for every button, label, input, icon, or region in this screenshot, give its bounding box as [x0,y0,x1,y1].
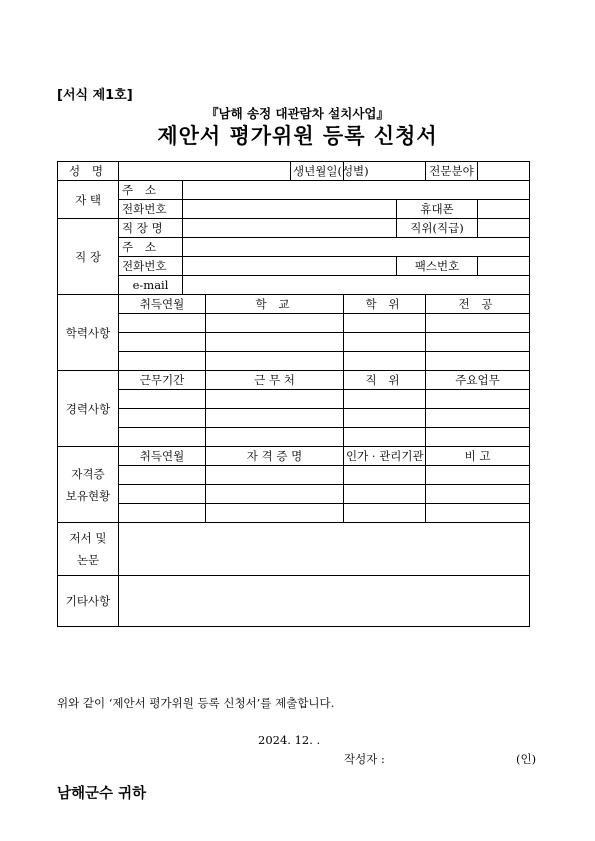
education-cell[interactable] [119,352,206,371]
project-subtitle: 『남해 송정 대관람차 설치사업』 [206,106,389,121]
position-field[interactable] [478,219,530,238]
email-label: e-mail [119,276,183,295]
document-title: 제안서 평가위원 등록 신청서 [157,123,438,148]
career-header-position: 직 위 [344,371,426,390]
submission-date: 2024. 12. . [258,733,321,747]
education-cell[interactable] [344,333,426,352]
license-cell[interactable] [426,504,530,523]
field-label: 전문분야 [426,162,478,181]
other-field[interactable] [119,576,530,627]
license-cell[interactable] [119,466,206,485]
license-cell[interactable] [206,466,344,485]
mobile-label: 휴대폰 [397,200,478,219]
education-section-label: 학력사항 [58,295,119,371]
license-row [58,466,530,485]
education-header-major: 전 공 [426,295,530,314]
license-section-label-line1: 자격증 [71,466,105,481]
email-field[interactable] [183,276,530,295]
name-label: 성 명 [58,162,119,181]
education-header-date: 취득연월 [119,295,206,314]
education-row [58,352,530,371]
education-cell[interactable] [206,352,344,371]
career-cell[interactable] [119,390,206,409]
license-cell[interactable] [119,485,206,504]
work-address-label: 주 소 [119,238,183,257]
education-row [58,314,530,333]
license-cell[interactable] [344,466,426,485]
career-header-period: 근무기간 [119,371,206,390]
education-cell[interactable] [344,314,426,333]
other-label: 기타사항 [58,576,119,627]
career-row [58,390,530,409]
education-cell[interactable] [119,333,206,352]
license-cell[interactable] [206,485,344,504]
submission-statement: 위와 같이 ‘제안서 평가위원 등록 신청서’를 제출합니다. [57,696,335,710]
career-cell[interactable] [426,390,530,409]
fax-label: 팩스번호 [397,257,478,276]
fax-field[interactable] [478,257,530,276]
application-form-table [57,161,530,627]
license-header-name: 자 격 증 명 [206,447,344,466]
career-cell[interactable] [119,409,206,428]
publications-field[interactable] [119,523,530,576]
career-section-label: 경력사항 [58,371,119,447]
education-cell[interactable] [344,352,426,371]
career-cell[interactable] [344,390,426,409]
career-header-workplace: 근 무 처 [206,371,344,390]
home-phone-label: 전화번호 [119,200,183,219]
work-phone-field[interactable] [183,257,397,276]
seal-label: (인) [516,752,537,766]
education-cell[interactable] [426,333,530,352]
license-header-date: 취득연월 [119,447,206,466]
license-cell[interactable] [344,504,426,523]
field-field[interactable] [478,162,530,181]
education-header-degree: 학 위 [344,295,426,314]
career-cell[interactable] [206,409,344,428]
workplace-label: 직 장 명 [119,219,183,238]
career-row [58,428,530,447]
writer-label: 작성자 : [344,752,385,766]
education-cell[interactable] [426,314,530,333]
license-cell[interactable] [344,485,426,504]
career-cell[interactable] [344,409,426,428]
license-header-authority: 인가 · 관리기관 [344,447,426,466]
publications-label-line1: 저서 및 [69,531,107,545]
license-row [58,485,530,504]
form-number-label: [서식 제1호] [57,88,133,103]
birth-label: 생년월일(성별) [291,162,344,181]
education-header-school: 학 교 [206,295,344,314]
license-cell[interactable] [119,504,206,523]
license-row [58,504,530,523]
license-cell[interactable] [426,466,530,485]
position-label: 직위(직급) [397,219,478,238]
home-address-field[interactable] [183,181,530,200]
publications-label [58,523,119,576]
home-address-label: 주 소 [119,181,183,200]
career-cell[interactable] [344,428,426,447]
career-header-duties: 주요업무 [426,371,530,390]
career-cell[interactable] [119,428,206,447]
license-section-label-line2: 보유현황 [65,488,111,503]
work-address-field[interactable] [183,238,530,257]
name-field[interactable] [119,162,291,181]
work-phone-label: 전화번호 [119,257,183,276]
license-section-label [58,447,119,523]
workplace-field[interactable] [183,219,397,238]
education-cell[interactable] [426,352,530,371]
home-phone-field[interactable] [183,200,397,219]
education-row [58,333,530,352]
career-cell[interactable] [206,428,344,447]
education-cell[interactable] [206,333,344,352]
mobile-field[interactable] [478,200,530,219]
license-header-remarks: 비 고 [426,447,530,466]
career-cell[interactable] [426,409,530,428]
work-section-label: 직 장 [58,219,119,295]
license-cell[interactable] [426,485,530,504]
education-cell[interactable] [206,314,344,333]
recipient: 남해군수 귀하 [57,786,147,802]
license-cell[interactable] [206,504,344,523]
publications-label-line2: 논문 [76,553,100,567]
home-section-label: 자 택 [58,181,119,219]
career-cell[interactable] [426,428,530,447]
education-cell[interactable] [119,314,206,333]
career-cell[interactable] [206,390,344,409]
career-row [58,409,530,428]
